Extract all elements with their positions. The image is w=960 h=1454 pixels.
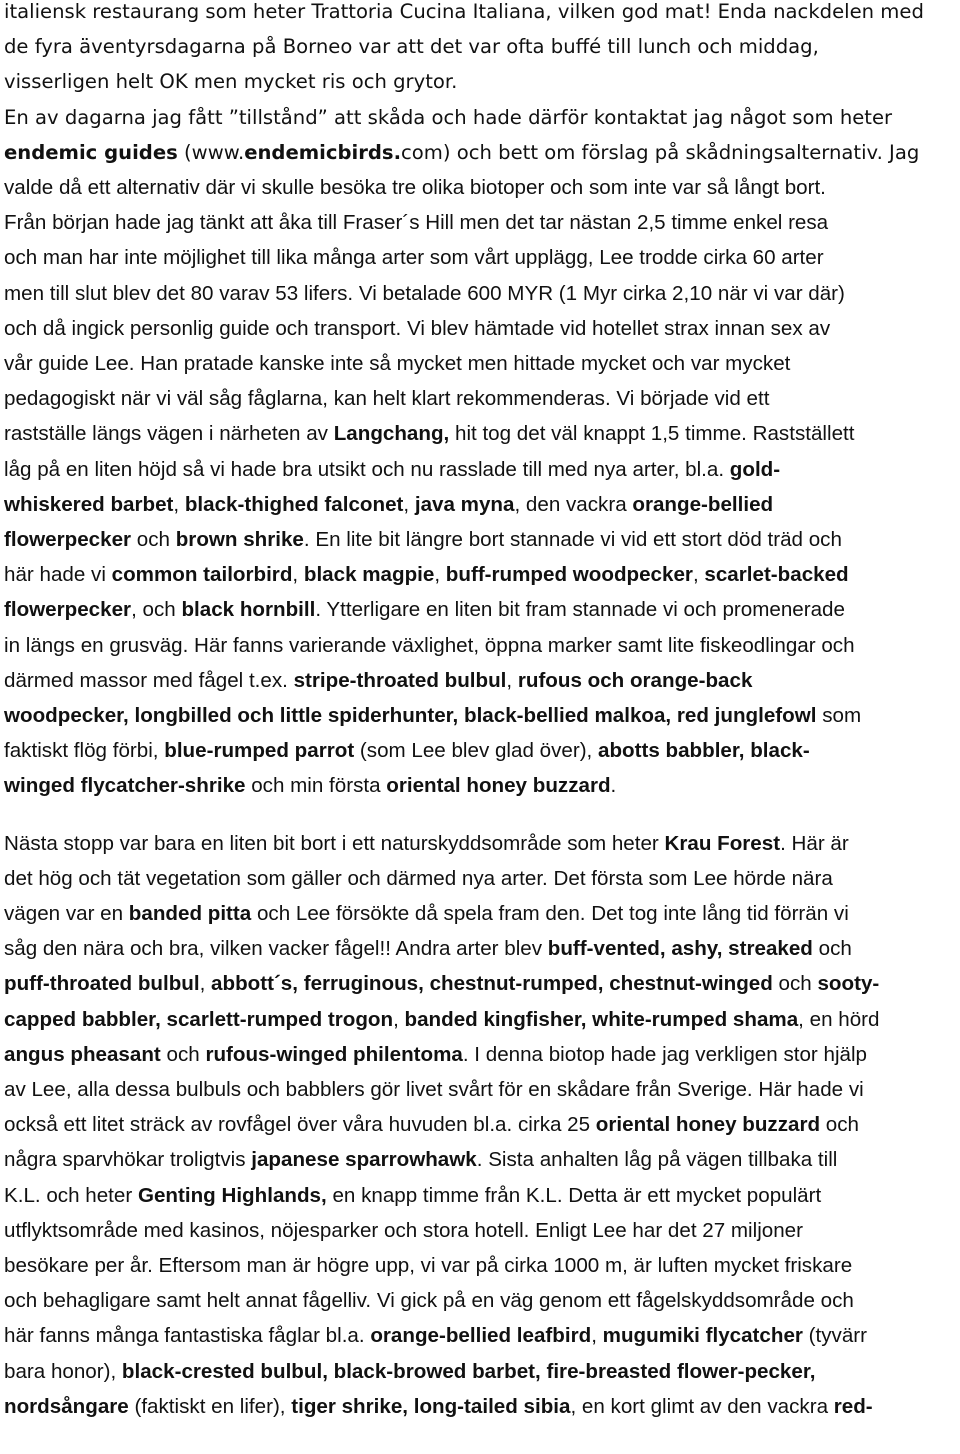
bold-segment: angus pheasant bbox=[4, 1042, 161, 1066]
text-segment: och bbox=[812, 937, 852, 961]
text-segment: och bbox=[160, 1042, 206, 1066]
bold-segment: gold- bbox=[729, 457, 781, 481]
bold-segment: black-crested bulbul, black-browed barbet, fire-breasted flower-pecker, bbox=[121, 1359, 816, 1383]
text-segment: , bbox=[692, 563, 705, 587]
text-segment: och bbox=[131, 528, 176, 551]
bold-segment: Langchang, bbox=[333, 422, 450, 446]
bold-segment: buff-rumped woodpecker bbox=[445, 563, 693, 587]
text-line bbox=[4, 1354, 815, 1390]
bold-segment: whiskered barbet bbox=[4, 492, 174, 516]
text-segment: , bbox=[173, 492, 185, 516]
text-line bbox=[4, 1318, 867, 1354]
text-segment: och Lee försökte då spela fram den. Det tog inte lång tid förrän vi bbox=[251, 902, 849, 925]
bold-segment: brown shrike bbox=[175, 528, 304, 551]
text-segment: låg på en liten höjd så vi hade bra utsikt och nu rasslade till med nya arter, bl.a. bbox=[4, 457, 730, 481]
text-segment: , en kort glimt av den vackra bbox=[570, 1394, 834, 1418]
text-segment: valde då ett alternativ där vi skulle besöka tre olika biotoper och som inte var så långt bort. bbox=[4, 176, 826, 199]
text-line bbox=[4, 826, 849, 862]
text-line bbox=[4, 1107, 859, 1143]
bold-segment: black-thighed falconet bbox=[184, 492, 404, 516]
bold-segment: tiger shrike, long-tailed sibia bbox=[291, 1394, 571, 1418]
text-segment: . Ytterligare en liten bit fram stannade vi och promenerade bbox=[315, 598, 845, 622]
text-segment: utflyktsområde med kasinos, nöjesparker och stora hotell. Enligt Lee har det 27 miljoner bbox=[4, 1218, 803, 1242]
text-segment: Nästa stopp var bara en liten bit bort i ett naturskyddsområde som heter bbox=[4, 831, 665, 855]
text-segment: och bbox=[772, 972, 818, 996]
text-segment: . Sista anhalten låg på vägen tillbaka till bbox=[476, 1148, 838, 1172]
text-segment: och behagligare samt helt annat fågelliv. Vi gick på en väg genom ett fågelskyddsområde och bbox=[4, 1289, 854, 1313]
text-segment: här fanns många fantastiska fåglar bl.a. bbox=[4, 1324, 371, 1348]
text-line bbox=[4, 311, 830, 347]
text-line bbox=[4, 768, 616, 804]
text-segment: , en hörd bbox=[798, 1007, 880, 1031]
text-segment: , bbox=[434, 563, 446, 587]
text-segment: , bbox=[199, 972, 212, 996]
text-line bbox=[4, 663, 752, 699]
bold-segment: sooty- bbox=[817, 972, 880, 996]
text-segment: de fyra äventyrsdagarna på Borneo var att det var ofta buffé till lunch och middag, bbox=[4, 35, 819, 59]
bold-segment: oriental honey buzzard bbox=[386, 774, 611, 798]
text-segment: därmed massor med fågel t.ex. bbox=[4, 668, 294, 692]
bold-segment: black magpie bbox=[303, 563, 435, 587]
text-segment: vår guide Lee. Han pratade kanske inte så mycket men hittade mycket och var mycket bbox=[4, 352, 791, 375]
bold-segment: banded pitta bbox=[128, 902, 252, 925]
text-line bbox=[4, 1002, 879, 1038]
bold-segment: abbott´s, ferruginous, chestnut-rumped, chestnut-winged bbox=[211, 972, 773, 996]
text-segment: visserligen helt OK men mycket ris och grytor. bbox=[4, 70, 458, 94]
text-line bbox=[4, 966, 879, 1002]
bold-segment: rufous-winged philentoma bbox=[205, 1042, 463, 1066]
text-line bbox=[4, 64, 457, 100]
text-segment: com) och bett om förslag på skådningsalternativ. Jag bbox=[401, 140, 920, 164]
text-line bbox=[4, 205, 828, 241]
text-segment: också ett litet sträck av rovfågel över våra huvuden bl.a. cirka 25 bbox=[4, 1113, 596, 1137]
text-line bbox=[4, 1389, 873, 1425]
bold-segment: flowerpecker bbox=[4, 598, 132, 622]
text-segment: (tyvärr bbox=[802, 1324, 867, 1348]
text-segment: här hade vi bbox=[4, 563, 112, 587]
text-line bbox=[4, 135, 919, 171]
bold-segment: orange-bellied bbox=[632, 492, 774, 516]
text-segment: , den vackra bbox=[514, 492, 633, 516]
bold-segment: black hornbill bbox=[181, 598, 316, 622]
text-segment: av Lee, alla dessa bulbuls och babblers gör livet svårt för en skådare från Sverige. Här hade vi bbox=[4, 1078, 864, 1101]
text-segment: och då ingick personlig guide och transport. Vi blev hämtade vid hotellet strax innan sex av bbox=[4, 316, 831, 340]
bold-segment: common tailorbird bbox=[111, 563, 293, 587]
text-line bbox=[4, 592, 845, 628]
text-segment: , bbox=[403, 492, 415, 516]
text-line bbox=[4, 416, 854, 452]
text-segment: men till slut blev det 80 varav 53 lifers. Vi betalade 600 MYR (1 Myr cirka 2,10 när vi var där) bbox=[4, 281, 845, 305]
text-segment: rastställe längs vägen i närheten av bbox=[4, 422, 334, 446]
text-line bbox=[4, 1283, 854, 1319]
bold-segment: puff-throated bulbul bbox=[4, 972, 200, 996]
text-segment: . I denna biotop hade jag verkligen stor hjälp bbox=[462, 1042, 868, 1066]
text-line bbox=[4, 452, 780, 488]
text-line bbox=[4, 698, 861, 734]
bold-segment: buff-vented, ashy, streaked bbox=[547, 937, 813, 961]
text-line bbox=[4, 896, 849, 932]
text-segment: och man har inte möjlighet till lika många arter som vårt upplägg, Lee trodde cirka 60 arter bbox=[4, 246, 824, 270]
bold-segment: blue-rumped parrot bbox=[164, 739, 355, 763]
text-segment: som bbox=[816, 704, 862, 727]
text-segment: besökare per år. Eftersom man är högre upp, vi var på cirka 1000 m, är luften mycket friskare bbox=[4, 1254, 853, 1277]
bold-segment: nordsångare bbox=[4, 1394, 129, 1418]
text-line bbox=[4, 628, 855, 664]
text-segment: , bbox=[393, 1007, 405, 1031]
text-segment: och min första bbox=[245, 774, 387, 798]
text-line bbox=[4, 487, 773, 523]
text-segment: faktiskt flög förbi, bbox=[4, 739, 165, 763]
text-segment: . En lite bit längre bort stannade vi vid ett stort död träd och bbox=[303, 528, 842, 551]
text-line bbox=[4, 240, 824, 276]
bold-segment: red- bbox=[833, 1394, 873, 1418]
text-line bbox=[4, 1213, 803, 1249]
bold-segment: capped babbler, scarlett-rumped trogon bbox=[4, 1007, 394, 1031]
text-line bbox=[4, 276, 845, 312]
text-line bbox=[4, 1248, 852, 1284]
text-line bbox=[4, 861, 833, 897]
text-segment: (faktiskt en lifer), bbox=[128, 1394, 292, 1418]
text-line bbox=[4, 170, 826, 206]
text-line bbox=[4, 522, 842, 558]
text-segment: , och bbox=[131, 598, 182, 622]
text-line bbox=[4, 346, 790, 382]
text-line bbox=[4, 1037, 867, 1073]
text-line bbox=[4, 1142, 837, 1178]
bold-segment: oriental honey buzzard bbox=[595, 1113, 821, 1137]
text-segment: några sparvhökar troligtvis bbox=[4, 1148, 252, 1172]
bold-segment: java myna bbox=[414, 492, 515, 516]
bold-segment: flowerpecker bbox=[4, 528, 132, 551]
text-line bbox=[4, 100, 892, 136]
bold-segment: endemicbirds. bbox=[244, 140, 402, 164]
text-segment: En av dagarna jag fått ”tillstånd” att skåda och hade därför kontaktat jag något som heter bbox=[4, 105, 893, 129]
bold-segment: stripe-throated bulbul bbox=[293, 668, 507, 692]
text-segment: och bbox=[820, 1113, 860, 1137]
bold-segment: Genting Highlands, bbox=[137, 1183, 327, 1207]
text-segment: (som Lee blev glad över), bbox=[354, 739, 598, 763]
text-line bbox=[4, 1072, 864, 1108]
text-segment: , bbox=[591, 1324, 603, 1348]
text-segment: vägen var en bbox=[4, 902, 129, 925]
bold-segment: woodpecker, longbilled och little spiderhunter, black-bellied malkoa, red junglefowl bbox=[4, 704, 817, 727]
bold-segment: Krau Forest bbox=[664, 831, 781, 855]
text-line bbox=[4, 931, 852, 967]
text-segment: in längs en grusväg. Här fanns varierande växlighet, öppna marker samt lite fiskeodlingar och bbox=[4, 633, 855, 657]
bold-segment: banded kingfisher, white-rumped shama bbox=[404, 1007, 799, 1031]
text-segment: . Här är bbox=[780, 831, 849, 855]
bold-segment: endemic guides bbox=[4, 140, 178, 164]
text-segment: Från början hade jag tänkt att åka till Fraser´s Hill men det tar nästan 2,5 timme enkel resa bbox=[4, 211, 829, 235]
text-line bbox=[4, 381, 769, 417]
bold-segment: orange-bellied leafbird bbox=[370, 1324, 592, 1348]
bold-segment: abotts babbler, black- bbox=[598, 739, 810, 763]
bold-segment: winged flycatcher-shrike bbox=[4, 774, 246, 798]
text-segment: , bbox=[506, 668, 518, 692]
text-line bbox=[4, 1178, 821, 1214]
text-line bbox=[4, 733, 810, 769]
text-segment: bara honor), bbox=[4, 1359, 122, 1383]
bold-segment: mugumiki flycatcher bbox=[602, 1324, 803, 1348]
bold-segment: rufous och orange-back bbox=[517, 668, 753, 692]
text-segment: hit tog det väl knappt 1,5 timme. Rastställett bbox=[449, 422, 855, 446]
text-segment: . bbox=[610, 774, 617, 798]
text-segment: (www. bbox=[177, 140, 245, 164]
text-segment: såg den nära och bra, vilken vacker fågel!! Andra arter blev bbox=[4, 937, 548, 961]
text-line bbox=[4, 29, 819, 65]
bold-segment: japanese sparrowhawk bbox=[251, 1148, 477, 1172]
text-segment: italiensk restaurang som heter Trattoria Cucina Italiana, vilken god mat! Enda nackdelen med bbox=[4, 0, 924, 23]
text-segment: en knapp timme från K.L. Detta är ett mycket populärt bbox=[326, 1183, 822, 1207]
bold-segment: scarlet-backed bbox=[704, 563, 849, 587]
text-line bbox=[4, 0, 924, 30]
text-segment: K.L. och heter bbox=[4, 1183, 138, 1207]
text-segment: det hög och tät vegetation som gäller och därmed nya arter. Det första som Lee hörde nära bbox=[4, 866, 833, 890]
text-line bbox=[4, 557, 849, 593]
text-segment: pedagogiskt när vi väl såg fåglarna, kan helt klart rekommenderas. Vi började vid ett bbox=[4, 387, 770, 411]
text-segment: , bbox=[292, 563, 304, 587]
